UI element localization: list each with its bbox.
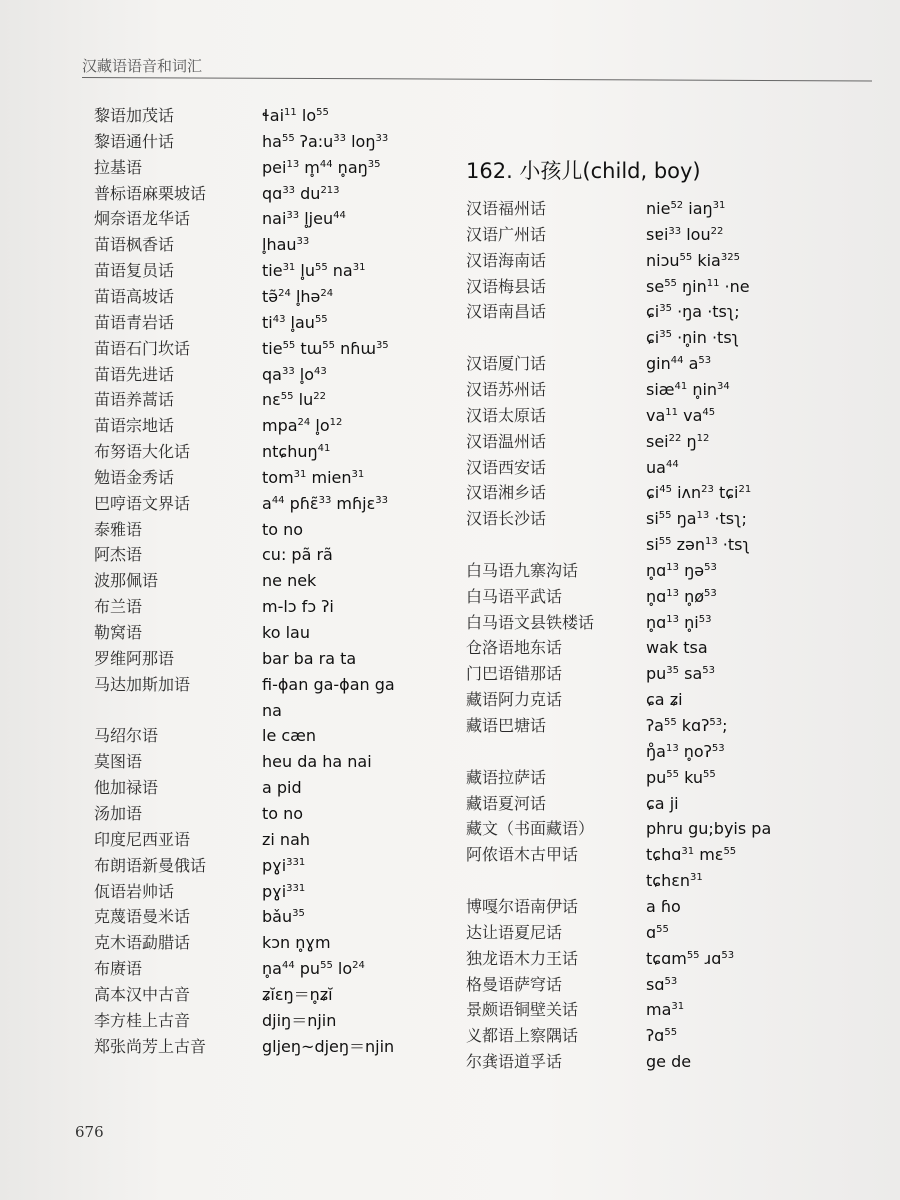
language-name: 汉语梅县话	[466, 276, 547, 296]
entry-row	[82, 543, 502, 569]
word-form: bar ba ra ta	[262, 648, 357, 668]
language-name: 克蔑语曼米话	[94, 907, 191, 927]
word-form: ʔa$^{55}$ kɑʔ$^{53}$;	[646, 716, 728, 735]
entry-row	[82, 363, 502, 389]
entry-row	[466, 843, 886, 869]
language-name: 汉语海南话	[466, 250, 547, 270]
word-form: $ti^{43}$ $l̥au^{55}$	[262, 312, 328, 332]
language-name: 白马语文县铁楼话	[466, 612, 595, 632]
language-name: 汉语长沙话	[466, 509, 547, 529]
entry-row	[82, 983, 502, 1009]
entry-row	[466, 973, 886, 999]
entry-row	[82, 207, 502, 233]
entry-row	[82, 466, 502, 492]
entry-row	[466, 378, 886, 404]
language-name: 勉语金秀话	[94, 467, 175, 487]
word-form: to no	[262, 519, 304, 539]
language-name: 苗语枫香话	[94, 235, 175, 255]
entry-row	[466, 662, 886, 688]
language-name: 苗语先进话	[94, 364, 175, 384]
word-form: $ŋ̊a^{13}$ n̥oʔ$^{53}$	[646, 741, 725, 761]
entry-row	[82, 905, 502, 931]
entry-row	[82, 518, 502, 544]
language-name: 白马语平武话	[466, 586, 563, 606]
language-name: 罗维阿那语	[94, 648, 175, 668]
language-name: 拉基语	[94, 157, 143, 177]
word-form: $va^{11}$ $va^{45}$	[646, 405, 716, 425]
language-name: 达让语夏尼话	[466, 922, 563, 942]
word-form: na	[262, 700, 282, 720]
word-form: tə̃$^{24}$ l̥hə$^{24}$	[262, 286, 334, 306]
word-form: phru gu;byis pa	[646, 819, 772, 839]
word-form: gin$^{44}$ $a^{53}$	[646, 354, 712, 374]
language-name: 门巴语错那话	[466, 664, 563, 684]
entry-row	[466, 1024, 886, 1050]
entry-row	[82, 828, 502, 854]
section-title: 162. 小孩儿(child, boy)	[466, 159, 701, 183]
language-name: 格曼语萨穹话	[466, 974, 563, 994]
entry-row	[466, 998, 886, 1024]
word-form: tie$^{31}$ $l̥u^{55}$ $na^{31}$	[262, 261, 366, 281]
word-form: m-lɔ fɔ ʔi	[262, 597, 334, 617]
entry-row	[82, 311, 502, 337]
word-form: l̥hau$^{33}$	[262, 235, 310, 255]
word-form: ɑ$^{55}$	[646, 922, 669, 942]
language-name: 巴哼语文界话	[94, 493, 191, 513]
entry-row	[466, 352, 886, 378]
language-name: 泰雅语	[94, 519, 143, 539]
entry-row	[82, 337, 502, 363]
word-form: sei$^{22}$ $ŋ^{12}$	[646, 431, 710, 451]
word-form: pei$^{13}$ m̥$^{44}$ $n̥aŋ^{35}$	[262, 157, 381, 177]
page-number: 676	[75, 1123, 104, 1141]
word-form: tie$^{55}$ tɯ$^{55}$ nɦɯ$^{35}$	[262, 338, 389, 358]
word-form: kɔn n̥ɣm	[262, 933, 331, 953]
language-name: 苗语宗地话	[94, 416, 175, 436]
entry-row	[82, 182, 502, 208]
word-form: ne nek	[262, 571, 317, 591]
word-form: $qa^{33}$ $l̥o^{43}$	[262, 364, 327, 384]
entry-row	[82, 931, 502, 957]
entry-row	[466, 636, 886, 662]
word-form: $n̥a^{44}$ $pu^{55}$ $lo^{24}$	[262, 959, 365, 979]
word-form: $se^{55}$ ŋin$^{11}$ ·ne	[646, 276, 750, 296]
word-form: nɛ$^{55}$ $lu^{22}$	[262, 390, 326, 410]
entry-row	[82, 569, 502, 595]
language-name: 印度尼西亚语	[94, 829, 191, 849]
entry-row	[466, 817, 886, 843]
language-name: 独龙语木力王话	[466, 948, 579, 968]
language-name: 汉语厦门话	[466, 354, 547, 374]
language-name: 波那佩语	[94, 571, 159, 591]
language-name: 马达加斯加语	[94, 674, 191, 694]
entry-row	[82, 854, 502, 880]
entry-row	[82, 647, 502, 673]
word-form: zi nah	[262, 829, 311, 849]
entry-row	[466, 507, 886, 533]
language-name: 郑张尚芳上古音	[94, 1036, 207, 1056]
entry-row	[82, 440, 502, 466]
language-name: 汉语西安话	[466, 457, 547, 477]
word-form: a pid	[262, 778, 302, 798]
word-form: to no	[262, 803, 304, 823]
language-name: 勒窝语	[94, 623, 143, 642]
word-form: $ha^{55}$ $ʔa:u^{33}$ loŋ$^{33}$	[262, 131, 389, 151]
word-form: ɕi$^{35}$ ·n̥in ·tsʅ	[646, 328, 740, 348]
word-form: fi-ɸan ga-ɸan ga	[262, 674, 395, 694]
word-form: n̥ɑ$^{13}$ $n̥ø^{53}$	[646, 586, 717, 606]
word-form: tɕhɛn$^{31}$	[646, 871, 703, 891]
language-name: 仓洛语地东话	[466, 638, 563, 658]
word-form: $a^{44}$ pɦɛ̃$^{33}$ mɦjɛ$^{33}$	[262, 493, 388, 513]
word-form: heu da ha nai	[262, 752, 372, 772]
entry-row	[82, 1009, 502, 1035]
word-form: tom$^{31}$ mien$^{31}$	[262, 467, 365, 487]
word-form: ge de	[646, 1052, 692, 1072]
entry-row	[466, 300, 886, 326]
word-form: nie$^{52}$ iaŋ$^{31}$	[646, 199, 726, 218]
entry-row	[466, 611, 886, 637]
word-form: niɔu$^{55}$ kia$^{325}$	[646, 250, 740, 270]
language-name: 尔龚语道孚话	[466, 1052, 563, 1072]
header-title: 汉藏语语音和词汇	[82, 57, 203, 75]
language-name: 高本汉中古音	[94, 984, 191, 1004]
entry-row	[82, 388, 502, 414]
entry-row	[466, 275, 886, 301]
language-name: 莫图语	[94, 752, 143, 772]
word-form: bǎu$^{35}$	[262, 907, 305, 927]
language-name: 布朗语新曼俄话	[94, 855, 207, 875]
language-name: 藏语拉萨话	[466, 767, 547, 787]
entry-row	[466, 766, 886, 792]
word-form: le cæn	[262, 726, 317, 746]
entry-row	[466, 456, 886, 482]
entry-row	[466, 585, 886, 611]
language-name: 藏语阿力克话	[466, 690, 563, 710]
language-name: 藏语夏河话	[466, 793, 547, 813]
word-form: qɑ$^{33}$ $du^{213}$	[262, 183, 340, 203]
entry-row	[82, 957, 502, 983]
word-form: $ma^{31}$	[646, 1000, 685, 1020]
language-name: 马绍尔语	[94, 726, 159, 746]
language-name: 黎语通什话	[94, 131, 175, 151]
entry-row	[82, 724, 502, 750]
entry-row	[466, 688, 886, 714]
word-form: sɑ$^{53}$	[646, 974, 678, 994]
language-name: 苗语青岩话	[94, 312, 175, 332]
word-form: ko lau	[262, 623, 310, 642]
running-header	[82, 55, 882, 79]
entry-row	[82, 673, 502, 699]
word-form: tɕɑm$^{55}$ ɹɑ$^{53}$	[646, 948, 735, 968]
language-name: 汉语广州话	[466, 224, 547, 244]
entry-row	[82, 880, 502, 906]
word-form: ɕa ʑi	[646, 690, 683, 710]
entry-row	[82, 595, 502, 621]
entry-row	[466, 559, 886, 585]
language-name: 黎语加茂话	[94, 106, 175, 125]
language-name: 博嘎尔语南伊话	[466, 896, 579, 916]
entry-row	[466, 223, 886, 249]
word-form: ʑĭɛŋ＝n̥ʑĭ	[262, 984, 333, 1004]
entry-row	[466, 792, 886, 818]
entry-row	[82, 285, 502, 311]
entry-row	[82, 802, 502, 828]
word-form: ʔɑ$^{55}$	[646, 1026, 678, 1046]
entry-row	[82, 492, 502, 518]
language-name: 克木语勐腊话	[94, 933, 191, 953]
language-name: 布兰语	[94, 597, 143, 617]
entry-row	[466, 921, 886, 947]
word-form: gljeŋ~djeŋ＝njin	[262, 1036, 395, 1056]
entry-row	[466, 1050, 886, 1076]
word-form: siæ$^{41}$ $n̥in^{34}$	[646, 379, 730, 399]
word-form: n̥ɑ$^{13}$ $n̥i^{53}$	[646, 612, 712, 632]
entry-row	[82, 776, 502, 802]
word-form: tɕhɑ$^{31}$ mɛ$^{55}$	[646, 845, 737, 865]
word-form: ntɕhuŋ$^{41}$	[262, 442, 331, 462]
entry-row	[82, 699, 502, 725]
word-form: mpa$^{24}$ $l̥o^{12}$	[262, 416, 343, 436]
header-rule	[82, 77, 872, 81]
word-form: ɕi$^{45}$ iʌn$^{23}$ tɕi$^{21}$	[646, 483, 752, 503]
word-form: $si^{55}$ zən$^{13}$ ·tsʅ	[646, 535, 750, 555]
entry-row	[466, 481, 886, 507]
entry-row	[82, 104, 502, 130]
language-name: 李方桂上古音	[94, 1010, 191, 1030]
language-name: 景颇语铜壁关话	[466, 1000, 579, 1020]
language-name: 苗语高坡话	[94, 286, 175, 306]
language-name: 佤语岩帅话	[94, 881, 175, 901]
word-form: ɕi$^{35}$ ·ŋa ·tsʅ;	[646, 302, 740, 322]
language-name: 苗语石门坎话	[94, 338, 191, 358]
language-name: 布赓语	[94, 959, 143, 979]
language-name: 白马语九寨沟话	[466, 560, 579, 580]
word-form: pɣi$^{331}$	[262, 881, 306, 901]
entry-row	[82, 750, 502, 776]
word-form: sɐi$^{33}$ lou$^{22}$	[646, 224, 724, 244]
language-name: 汉语苏州话	[466, 379, 547, 399]
word-form: pɣi$^{331}$	[262, 855, 306, 875]
word-form: $si^{55}$ $ŋa^{13}$ ·tsʅ;	[646, 509, 747, 529]
word-form: ɬai$^{11}$ $lo^{55}$	[262, 106, 329, 125]
entry-row	[466, 430, 886, 456]
language-name: 阿杰语	[94, 545, 143, 565]
entry-row	[82, 156, 502, 182]
word-form: n̥ɑ$^{13}$ ŋə$^{53}$	[646, 560, 717, 580]
word-form: $pu^{55}$ $ku^{55}$	[646, 767, 716, 787]
entry-row	[466, 740, 886, 766]
entry-row	[466, 249, 886, 275]
language-name: 义都语上察隅话	[466, 1026, 579, 1046]
entry-row	[82, 233, 502, 259]
language-name: 汉语福州话	[466, 199, 547, 218]
language-name: 汉语温州话	[466, 431, 547, 451]
language-name: 汤加语	[94, 803, 143, 823]
language-name: 汉语湘乡话	[466, 483, 547, 503]
entry-row	[466, 404, 886, 430]
entry-row	[82, 1035, 502, 1061]
language-name: 炯奈语龙华话	[94, 209, 191, 229]
word-form: cu: pã rã	[262, 545, 333, 565]
language-name: 阿侬语木古甲话	[466, 845, 579, 865]
word-form: wak tsa	[646, 638, 708, 658]
entry-row	[466, 947, 886, 973]
entry-row	[82, 414, 502, 440]
language-name: 藏文（书面藏语）	[466, 819, 595, 839]
language-name: 藏语巴塘话	[466, 716, 547, 735]
entry-row	[466, 326, 886, 352]
entry-row	[466, 197, 886, 223]
word-form: $pu^{35}$ $sa^{53}$	[646, 664, 715, 684]
entry-row	[466, 895, 886, 921]
language-name: 汉语南昌话	[466, 302, 547, 322]
word-form: $ua^{44}$	[646, 457, 679, 477]
entry-row	[82, 130, 502, 156]
word-form: a ɦo	[646, 896, 681, 916]
language-name: 苗语复员话	[94, 261, 175, 281]
entry-row	[466, 869, 886, 895]
entry-row	[82, 259, 502, 285]
language-name: 普标语麻栗坡话	[94, 183, 207, 203]
word-form: ɕa ji	[646, 793, 679, 813]
language-name: 苗语养蒿话	[94, 390, 175, 410]
language-name: 汉语太原话	[466, 405, 547, 425]
entry-row	[466, 714, 886, 740]
language-name: 他加禄语	[94, 778, 159, 798]
entry-row	[466, 533, 886, 559]
entry-row	[82, 621, 502, 647]
word-form: djiŋ＝njin	[262, 1010, 337, 1030]
word-form: nai$^{33}$ l̥jeu$^{44}$	[262, 209, 346, 229]
language-name: 布努语大化话	[94, 442, 191, 462]
